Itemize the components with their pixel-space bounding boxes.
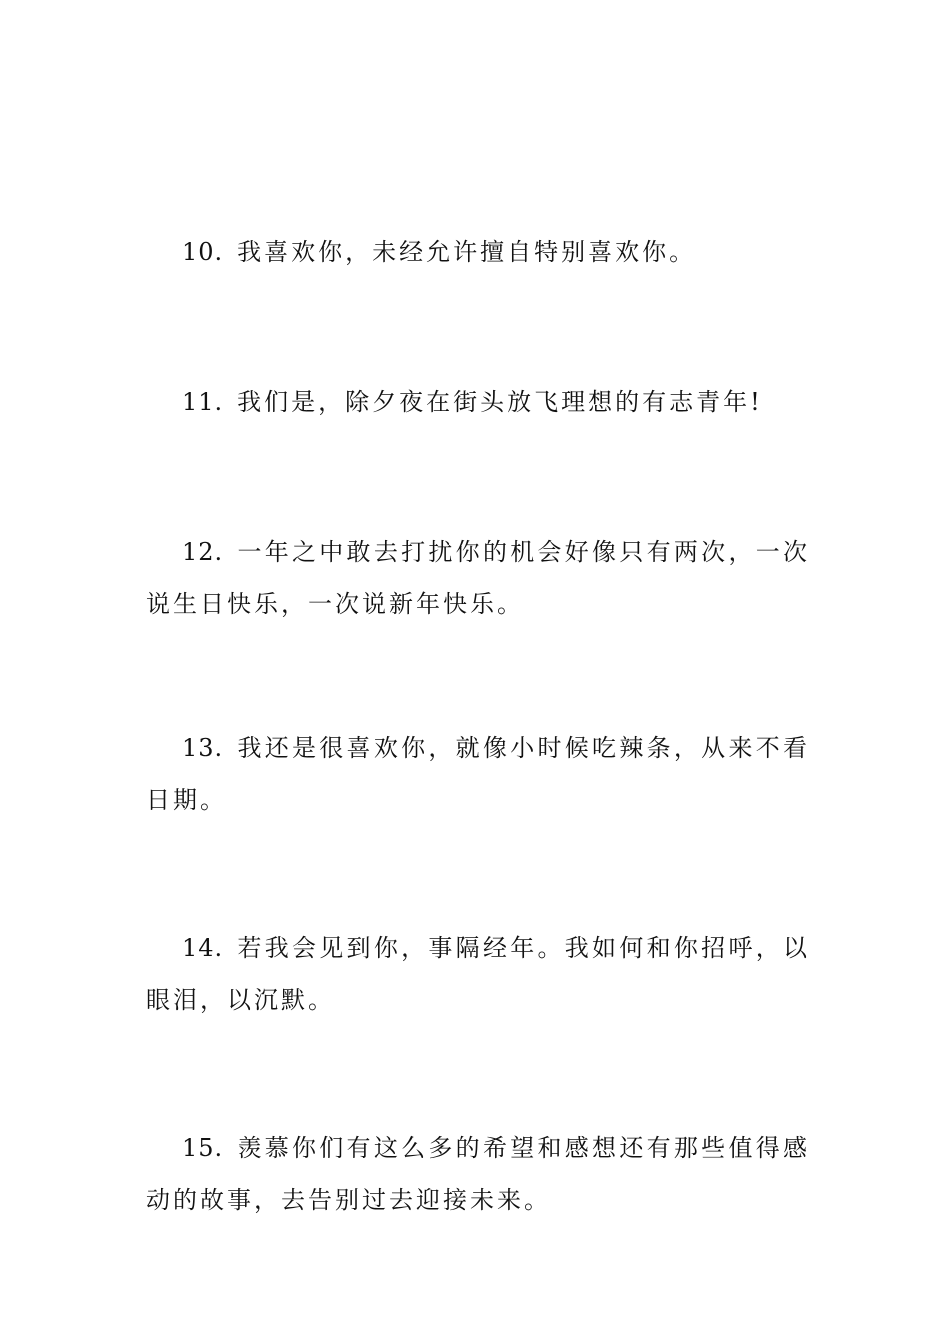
list-item xyxy=(146,722,810,826)
item-number: 15. xyxy=(182,1134,224,1162)
item-text: 我们是，除夕夜在街头放飞理想的有志青年! xyxy=(237,388,763,416)
list-item xyxy=(146,1122,810,1226)
item-number: 14. xyxy=(182,934,224,962)
item-text: 一年之中敢去打扰你的机会好像只有两次，一次说生日快乐，一次说新年快乐。 xyxy=(146,538,810,618)
item-text: 羡慕你们有这么多的希望和感想还有那些值得感动的故事，去告别过去迎接未来。 xyxy=(146,1134,810,1214)
list-item xyxy=(146,376,810,428)
list-item xyxy=(146,526,810,630)
item-text: 若我会见到你，事隔经年。我如何和你招呼，以眼泪，以沉默。 xyxy=(146,934,810,1014)
list-item xyxy=(146,922,810,1026)
item-number: 12. xyxy=(182,538,224,566)
item-text: 我喜欢你，未经允许擅自特别喜欢你。 xyxy=(237,238,697,266)
item-number: 10. xyxy=(182,238,224,266)
item-number: 13. xyxy=(182,734,224,762)
list-item xyxy=(146,226,810,278)
item-text: 我还是很喜欢你，就像小时候吃辣条，从来不看日期。 xyxy=(146,734,810,814)
item-number: 11. xyxy=(182,388,224,416)
